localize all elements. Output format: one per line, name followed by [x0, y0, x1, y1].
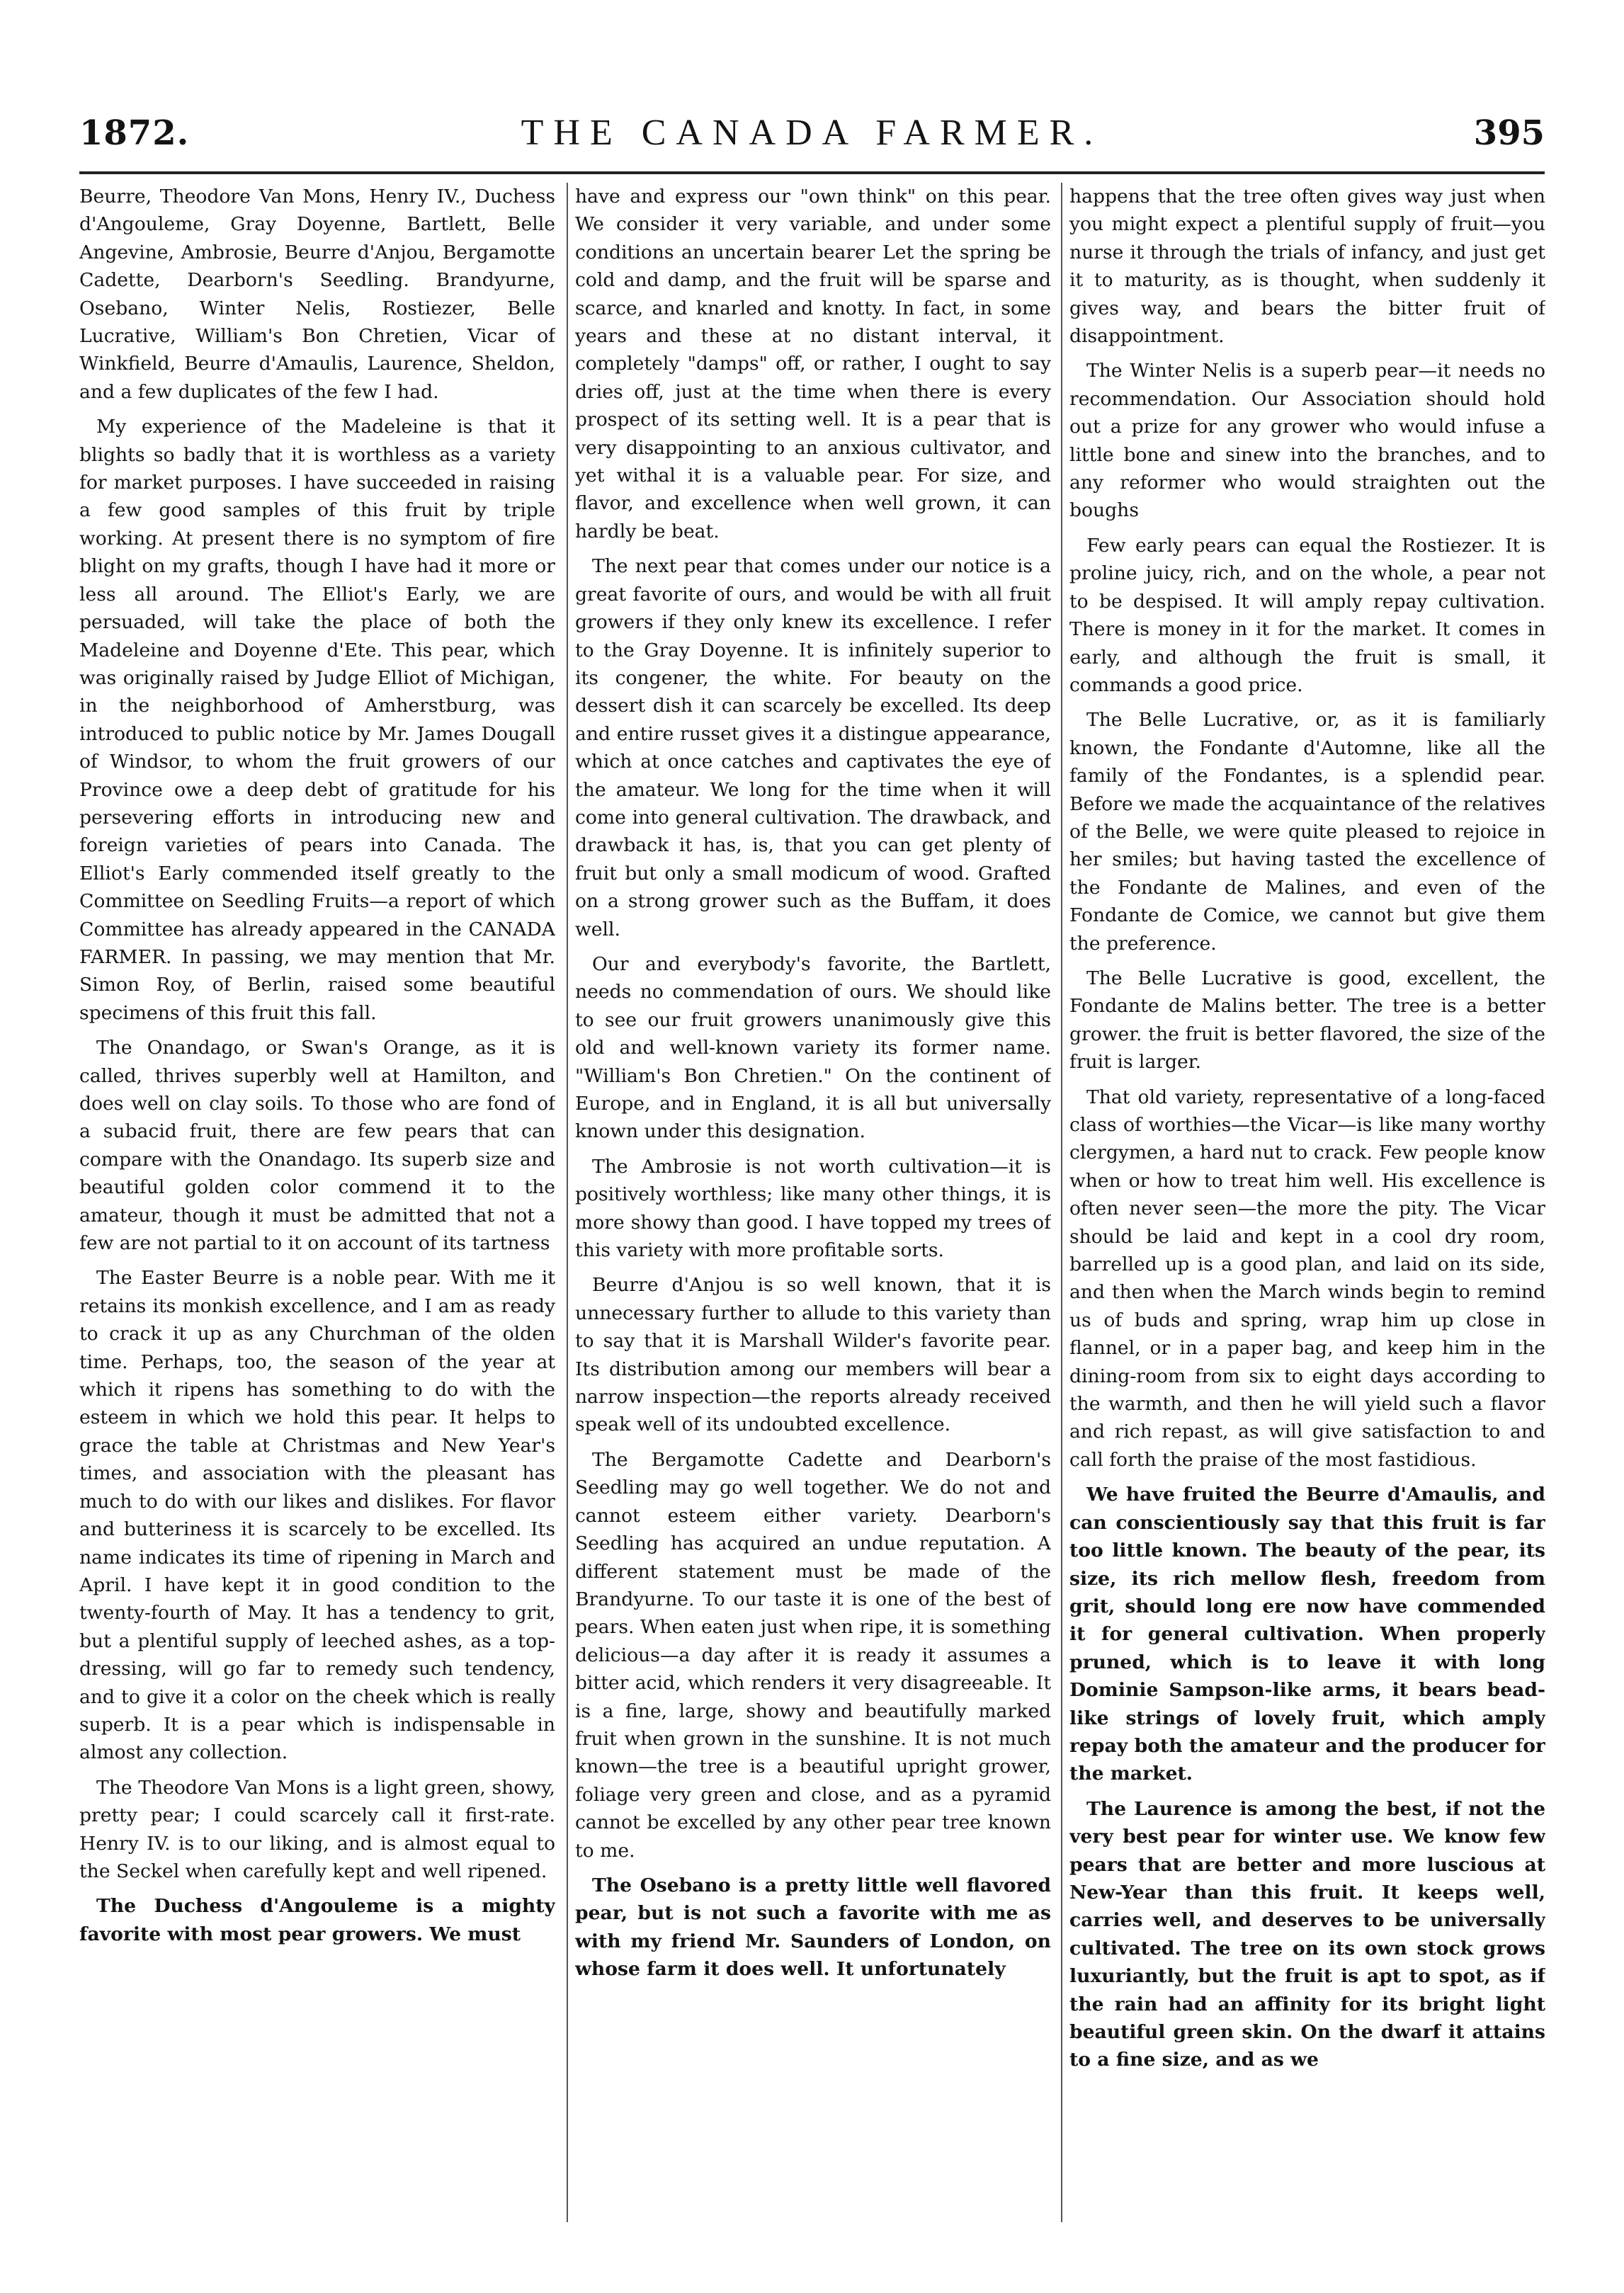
paragraph: The Duchess d'Angouleme is a mighty favorite with most pear growers. We must: [79, 1895, 555, 1945]
paragraph: The Belle Lucrative, or, as it is familiarly known, the Fondante d'Automne, like all the family of the Fondantes, is a splendid pear. Before we made the acquaintance of the relatives of the Belle, we were quite pleased to rejoice in her smiles; but having tasted the excellence of the Fondante de Malines, and even of the Fondante de Comice, we cannot but give them the preference.: [1069, 709, 1545, 955]
paragraph: That old variety, representative of a long-faced class of worthies—the Vicar—is like many worthy clergymen, a hard nut to crack. Few people know when or how to treat him well. His excellence is often never seen—the more the pity. The Vicar should be laid and kept in a cool dry room, barrelled up is a good plan, and laid on its side, and then when the March winds begin to remind us of buds and spring, wrap him up close in flannel, or in a paper bag, and keep him in the dining-room from six to eight days according to the warmth, and then he will yield such a flavor and rich repast, as will give satisfaction to and call forth the praise of the most fastidious.: [1069, 1086, 1545, 1471]
column-divider: [1061, 183, 1062, 2222]
column-2: [575, 183, 1051, 2293]
paragraph: We have fruited the Beurre d'Amaulis, and can conscientiously say that this fruit is far too little known. The beauty of the pear, its size, its rich mellow flesh, freedom from grit, should long ere now have commended it for general cultivation. When properly pruned, which is to leave it with long Dominie Sampson-like arms, it bears bead-like strings of lovely fruit, which amply repay both the amateur and the producer for the market.: [1069, 1484, 1545, 1785]
page-header: [79, 106, 1545, 163]
paragraph: The Theodore Van Mons is a light green, showy, pretty pear; I could scarcely call it first-rate. Henry IV. is to our liking, and is almost equal to the Seckel when carefully kept and well ripened.: [79, 1776, 555, 1882]
paragraph: Beurre, Theodore Van Mons, Henry IV., Duchess d'Angouleme, Gray Doyenne, Bartlett, Belle Angevine, Ambrosie, Beurre d'Anjou, Bergamotte Cadette, Dearborn's Seedling. Brandyurne, Osebano, Winter Nelis, Rostiezer, Belle Lucrative, William's Bon Chretien, Vicar of Winkfield, Beurre d'Amaulis, Laurence, Sheldon, and a few duplicates of the few I had.: [79, 186, 555, 403]
article-columns: [79, 183, 1545, 2293]
paragraph: The Laurence is among the best, if not the very best pear for winter use. We know few pears that are better and more luscious at New-Year than this fruit. It keeps well, carries well, and deserves to be universally cultivated. The tree on its own stock grows luxuriantly, but the fruit is apt to spot, as if the rain had an affinity for its bright light beautiful green skin. On the dwarf it attains to a fine size, and as we: [1069, 1797, 1545, 2071]
header-rule: [79, 171, 1545, 174]
header-year: 1872.: [79, 113, 190, 153]
paragraph: The Osebano is a pretty little well flavored pear, but is not such a favorite with me as with my friend Mr. Saunders of London, on whose farm it does well. It unfortunately: [575, 1874, 1051, 1981]
paragraph: The Bergamotte Cadette and Dearborn's Seedling may go well together. We do not and cannot esteem either variety. Dearborn's Seedling has acquired an undue reputation. A different statement must be made of the Brandyurne. To our taste it is one of the best of pears. When eaten just when ripe, it is something delicious—a day after it is ready it assumes a bitter acid, which renders it very disagreeable. It is a fine, large, showy and beautifully marked fruit when grown in the sunshine. It is not much known—the tree is a beautiful upright grower, foliage very green and close, and as a pyramid cannot be excelled by any other pear tree known to me.: [575, 1448, 1051, 1862]
paragraph: happens that the tree often gives way just when you might expect a plentiful supply of fruit—you nurse it through the trials of infancy, and just get it to maturity, as is thought, when suddenly it gives way, and bears the bitter fruit of disappointment.: [1069, 186, 1545, 348]
paragraph: Our and everybody's favorite, the Bartlett, needs no commendation of ours. We should like to see our fruit growers unanimously give this old and well-known variety its former name. "William's Bon Chretien." On the continent of Europe, and in England, it is all but universally known under this designation.: [575, 952, 1051, 1143]
page-number: 395: [1473, 113, 1545, 153]
paragraph: The Ambrosie is not worth cultivation—it is positively worthless; like many other things, it is more showy than good. I have topped my trees of this variety with more profitable sorts.: [575, 1155, 1051, 1262]
paragraph: Beurre d'Anjou is so well known, that it is unnecessary further to allude to this variety than to say that it is Marshall Wilder's favorite pear. Its distribution among our members will bear a narrow inspection—the reports already received speak well of its undoubted excellence.: [575, 1274, 1051, 1436]
paragraph: The Onandago, or Swan's Orange, as it is called, thrives superbly well at Hamilton, and does well on clay soils. To those who are fond of a subacid fruit, there are few pears that can compare with the Onandago. Its superb size and beautiful golden color commend it to the amateur, though it must be admitted that not a few are not partial to it on account of its tartness: [79, 1037, 555, 1255]
masthead-title: THE CANADA FARMER.: [521, 113, 1103, 153]
paragraph: The Easter Beurre is a noble pear. With me it retains its monkish excellence, and I am as ready to crack it up as any Churchman of the olden time. Perhaps, too, the season of the year at which it ripens has something to do with the esteem in which we hold this pear. It helps to grace the table at Christmas and New Year's times, and association with the pleasant has much to do with our likes and dislikes. For flavor and butteriness it is scarcely to be excelled. Its name indicates its time of ripening in March and April. I have kept it in good condition to the twenty-fourth of May. It has a tendency to grit, but a plentiful supply of leeched ashes, as a top-dressing, will go far to remedy such tendency, and to give it a color on the cheek which is really superb. It is a pear which is indispensable in almost any collection.: [79, 1267, 555, 1764]
paragraph: The Belle Lucrative is good, excellent, the Fondante de Malins better. The tree is a better grower. the fruit is better flavored, the size of the fruit is larger.: [1069, 967, 1545, 1074]
paragraph: Few early pears can equal the Rostiezer. It is proline juicy, rich, and on the whole, a pear not to be despised. It will amply repay cultivation. There is money in it for the market. It comes in early, and although the fruit is small, it commands a good price.: [1069, 534, 1545, 696]
paragraph: have and express our "own think" on this pear. We consider it very variable, and under some conditions an uncertain bearer Let the spring be cold and damp, and the fruit will be sparse and scarce, and knarled and knotty. In fact, in some years and these at no distant interval, it completely "damps" off, or rather, I ought to say dries off, just at the time when there is every prospect of its setting well. It is a pear that is very disappointing to an anxious cultivator, and yet withal it is a valuable pear. For size, and flavor, and excellence when well grown, it can hardly be beat.: [575, 186, 1051, 542]
column-3: [1069, 183, 1545, 2293]
column-1: [79, 183, 555, 2293]
paragraph: My experience of the Madeleine is that it blights so badly that it is worthless as a variety for market purposes. I have succeeded in raising a few good samples of this fruit by triple working. At present there is no symptom of fire blight on my grafts, though I have had it more or less all around. The Elliot's Early, we are persuaded, will take the place of both the Madeleine and Doyenne d'Ete. This pear, which was originally raised by Judge Elliot of Michigan, in the neighborhood of Amherstburg, was introduced to public notice by Mr. James Dougall of Windsor, to whom the fruit growers of our Province owe a deep debt of gratitude for his persevering efforts in introducing new and foreign varieties of pears into Canada. The Elliot's Early commended itself greatly to the Committee on Seedling Fruits—a report of which Committee has already appeared in the CANADA FARMER. In passing, we may mention that Mr. Simon Roy, of Berlin, raised some beautiful specimens of this fruit this fall.: [79, 416, 555, 1024]
paragraph: The next pear that comes under our notice is a great favorite of ours, and would be with all fruit growers if they only knew its excellence. I refer to the Gray Doyenne. It is infinitely superior to its congener, the white. For beauty on the dessert dish it can scarcely be excelled. Its deep and entire russet gives it a distingue appearance, which at once catches and captivates the eye of the amateur. We long for the time when it will come into general cultivation. The drawback, and drawback it has, is, that you can get plenty of fruit but only a small modicum of wood. Grafted on a strong grower such as the Buffam, it does well.: [575, 555, 1051, 940]
paragraph: The Winter Nelis is a superb pear—it needs no recommendation. Our Association should hold out a prize for any grower who would infuse a little bone and sinew into the branches, and to any reformer who would straighten out the boughs: [1069, 360, 1545, 522]
column-divider: [567, 183, 568, 2222]
